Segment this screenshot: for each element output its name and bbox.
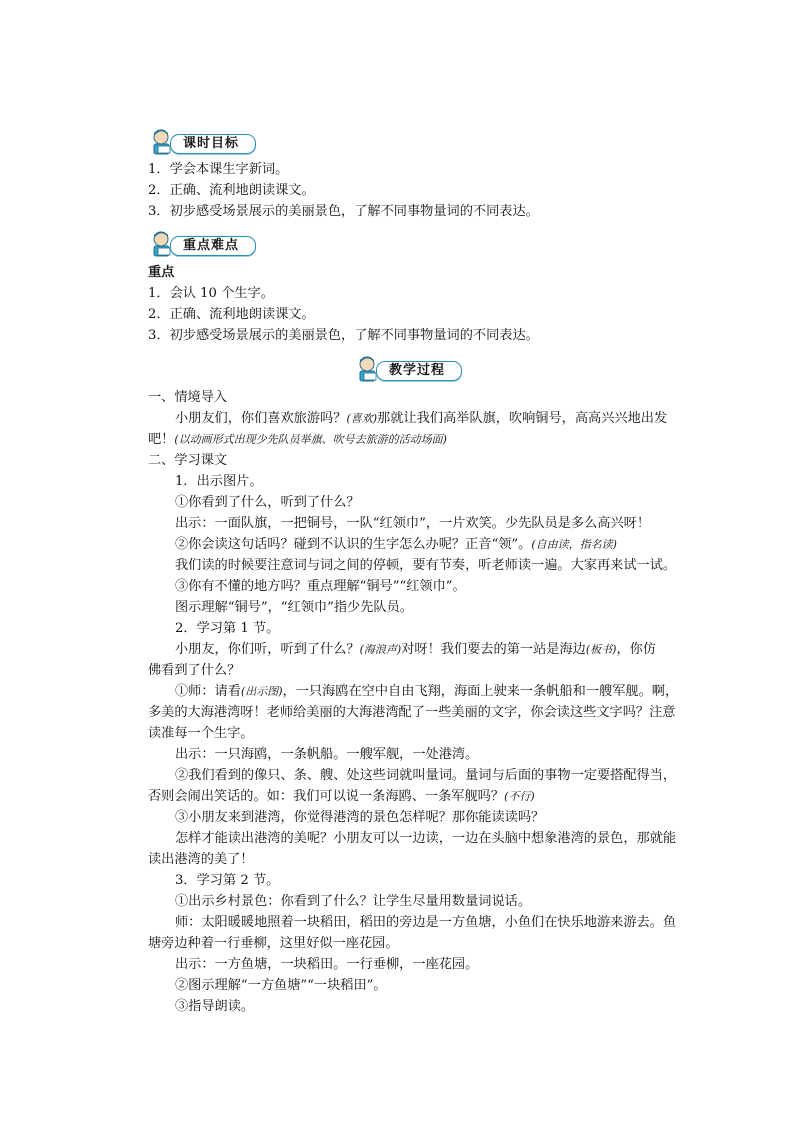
step2-heading: 2．学习第 1 节。 [175,621,280,636]
step3-question-2: ②图示理解“一方鱼塘”“一块稻田”。 [175,978,387,993]
process-title: 教学过程 [389,363,446,378]
step3-teacher-1: 师：太阳暖暖地照着一块稻田，稻田的旁边是一方鱼塘，小鱼们在快乐地游来游去。鱼 [175,915,677,930]
key-points-subheading: 重点 [148,265,175,280]
step1-show: 出示：一面队旗，一把铜号，一队“红领巾”，一片欢笑。少先队员是多么高兴呀！ [175,516,651,531]
part1-line-2: 吧！(以动画形式出现少先队员举旗、吹号去旅游的活动场面) [148,432,447,447]
step1-heading: 1．出示图片。 [175,474,263,489]
key-point-item-3: 3．初步感受场景展示的美丽景色，了解不同事物量词的不同表达。 [148,328,539,343]
key-point-item-1: 1．会认 10 个生字。 [148,286,274,301]
step2-teacher-1: ①师：请看(出示图)，一只海鸥在空中自由飞翔，海面上驶来一条帆船和一艘军舰。啊， [175,684,679,699]
step3-show: 出示：一方鱼塘，一块稻田。一行垂柳，一座花园。 [175,957,479,972]
key-points-title: 重点难点 [183,238,240,253]
step3-teacher-2: 塘旁边种着一行垂柳，这里好似一座花园。 [148,936,399,951]
step2-show: 出示：一只海鸥，一条帆船。一艘军舰，一处港湾。 [175,747,479,762]
objectives-badge [148,127,260,157]
step2-line-2: 佛看到了什么？ [148,663,241,678]
key-points-badge [148,229,260,259]
step2-line-1: 小朋友，你们听，听到了什么？(海浪声)对呀！我们要去的第一站是海边(板书)，你仿 [175,642,656,657]
step2-question-2-line-2: 否则会闹出笑话的。如：我们可以说一条海鸥、一条军舰吗？(不行) [148,789,535,804]
step1-picture: 图示理解“铜号”，“红领巾”指少先队员。 [175,600,413,615]
step1-read: 我们读的时候要注意词与词之间的停顿，要有节奏，听老师读一遍。大家再来试一试。 [175,558,677,573]
part1-line-1: 小朋友们，你们喜欢旅游吗？(喜欢)那就让我们高举队旗，吹响铜号，高高兴兴地出发 [175,411,668,426]
step2-teacher-3: 读准每一个生字。 [148,726,254,741]
objective-item-1: 1．学会本课生字新词。 [148,162,289,177]
step2-how-line-1: 怎样才能读出港湾的美呢？小朋友可以一边读，一边在头脑中想象港湾的景色，那就能 [175,831,677,846]
step2-question-3: ③小朋友来到港湾，你觉得港湾的景色怎样呢？那你能读读吗？ [175,810,545,825]
objective-item-3: 3．初步感受场景展示的美丽景色，了解不同事物量词的不同表达。 [148,204,539,219]
step3-question-3: ③指导朗读。 [175,999,255,1014]
process-badge [354,354,466,384]
step2-how-line-2: 读出港湾的美了！ [148,852,254,867]
step2-question-2-line-1: ②我们看到的像只、条、艘、处这些词就叫量词。量词与后面的事物一定要搭配得当， [175,768,677,783]
step1-question-3: ③你有不懂的地方吗？重点理解“铜号”“红领巾”。 [175,579,466,594]
part1-heading: 一、情境导入 [148,390,228,405]
step2-teacher-2: 多美的大海港湾呀！老师给美丽的大海港湾配了一些美丽的文字，你会读这些文字吗？注意 [148,705,676,720]
step3-question-1: ①出示乡村景色：你看到了什么？让学生尽量用数量词说话。 [175,894,532,909]
key-point-item-2: 2．正确、流利地朗读课文。 [148,307,315,322]
step1-question-2: ②你会读这句话吗？碰到不认识的生字怎么办呢？正音“领”。(自由读，指名读) [175,537,617,552]
step3-heading: 3．学习第 2 节。 [175,873,280,888]
part2-heading: 二、学习课文 [148,453,228,468]
objective-item-2: 2．正确、流利地朗读课文。 [148,183,315,198]
objectives-title: 课时目标 [183,136,240,151]
step1-question-1: ①你看到了什么，听到了什么？ [175,495,360,510]
